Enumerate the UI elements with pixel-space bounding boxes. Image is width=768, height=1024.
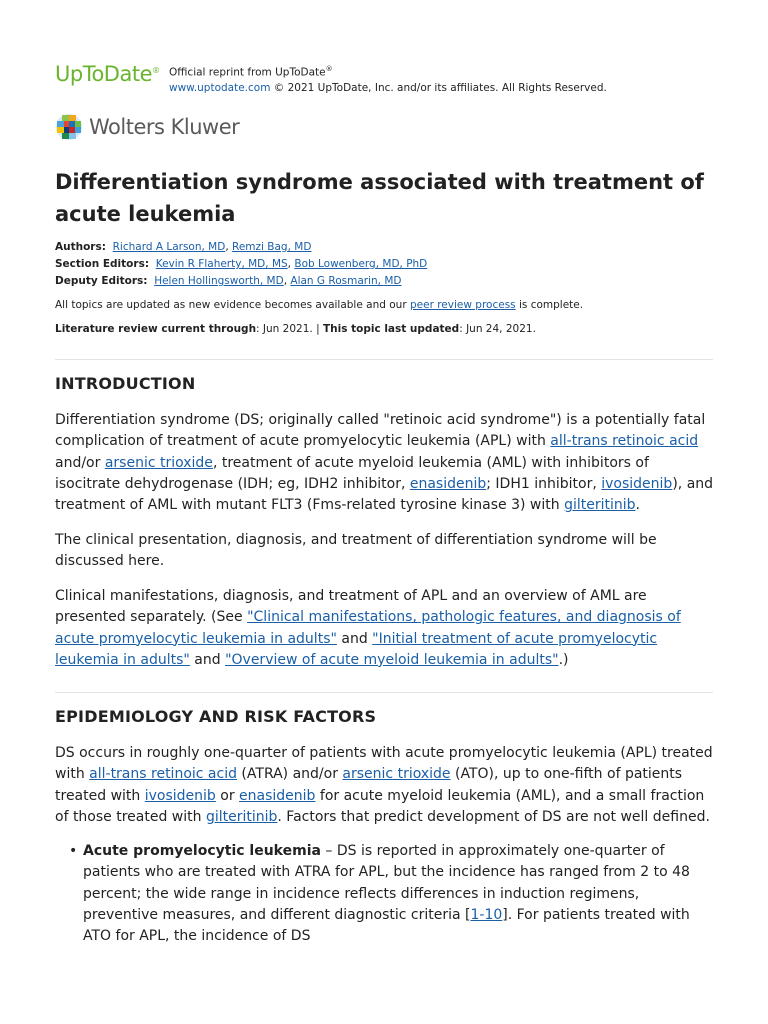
reprint-header [55,58,715,94]
divider [55,692,713,693]
review-dates [55,322,536,337]
wolters-kluwer-icon [55,113,83,141]
page-title: Differentiation syndrome associated with treatment of acute leukemia [55,170,704,226]
topic-link-apl-treatment[interactable]: "Initial treatment of acute promyelocytic leukemia in adults" [55,630,658,668]
copyright-text: © 2021 UpToDate, Inc. and/or its affiliates. All Rights Reserved. [270,81,607,94]
update-note [55,298,583,313]
topic-link-aml-overview[interactable]: "Overview of acute myeloid leukemia in adults" [225,651,559,668]
reference-link[interactable]: 1-10 [470,906,503,923]
drug-link-ivosidenib[interactable]: ivosidenib [144,787,216,804]
topic-link-apl-diagnosis[interactable]: "Clinical manifestations, pathologic features, and diagnosis of acute promyelocytic leukemia in adults" [55,609,681,647]
update-note-text-end: is complete. [515,299,584,311]
section-heading-epidemiology: EPIDEMIOLOGY AND RISK FACTORS [55,707,377,726]
deputy-editor-link[interactable]: Helen Hollingsworth, MD [154,275,284,287]
drug-link-gilteritinib[interactable]: gilteritinib [564,497,636,514]
peer-review-link[interactable]: peer review process [409,299,516,311]
bullet-dot: • [69,843,78,859]
section-editors-label: Section Editors: [55,258,150,270]
lit-review-value: : Jun 2021. | [256,323,323,335]
intro-paragraph-3: Clinical manifestations, diagnosis, and treatment of APL and an overview of AML are presented separately. (See "Clinical manifestations, pathologic features, and diagnosis of acute promyelocytic leukemia in adults" and "Initial treatment of acute promyelocytic leukemia in adults" and "Overview of acute myeloid leukemia in adults".) [55,588,681,668]
intro-paragraph-2: The clinical presentation, diagnosis, and treatment of differentiation syndrome will be discussed here. [55,532,657,570]
lit-review-label: Literature review current through [55,323,257,335]
deputy-editors-label: Deputy Editors: [55,275,148,287]
drug-link-atra[interactable]: all-trans retinoic acid [550,433,699,450]
drug-link-ivosidenib[interactable]: ivosidenib [601,475,673,492]
copyright-line [169,81,607,96]
wolters-kluwer-name: Wolters Kluwer [89,115,240,139]
update-note-text: All topics are updated as new evidence becomes available and our [55,299,410,311]
drug-link-enasidenib[interactable]: enasidenib [239,787,316,804]
drug-link-arsenic-trioxide[interactable]: arsenic trioxide [104,454,213,471]
reprint-notice [169,62,607,96]
last-updated-label: This topic last updated [322,323,460,335]
uptodate-site-link[interactable]: www.uptodate.com [169,81,271,94]
wolters-kluwer-logo [55,113,255,141]
drug-link-gilteritinib[interactable]: gilteritinib [205,808,278,825]
section-editor-link[interactable]: Bob Lowenberg, MD, PhD [294,258,428,270]
bullet-heading: Acute promyelocytic leukemia [83,843,321,859]
authors-line: Authors: Richard A Larson, MD, Remzi Bag, MD [55,241,312,253]
uptodate-logo-reg: ® [152,66,160,75]
reprint-line [169,62,607,81]
bullet-text: Acute promyelocytic leukemia – DS is reported in approximately one-quarter of patients who are treated with ATRA for APL, but the incidence has ranged from 2 to 48 percent; the wide range in incidence reflects differences in induction regimens, preventive measures, and different diagnostic criteria [1-10]. For patients treated with ATO for APL, the incidence of DS [83,843,690,945]
drug-link-arsenic-trioxide[interactable]: arsenic trioxide [342,766,451,783]
authors-label: Authors: [55,241,106,253]
section-editors-line: Section Editors: Kevin R Flaherty, MD, MS, Bob Lowenberg, MD, PhD [55,258,428,270]
reprint-reg: ® [325,65,333,73]
author-link[interactable]: Richard A Larson, MD [112,241,226,253]
uptodate-logo-text: UpToDate [55,62,153,86]
section-heading-introduction: INTRODUCTION [55,374,196,393]
uptodate-logo[interactable] [55,62,160,86]
drug-link-atra[interactable]: all-trans retinoic acid [89,766,237,783]
deputy-editor-link[interactable]: Alan G Rosmarin, MD [290,275,402,287]
reprint-text: Official reprint from UpToDate [169,66,326,79]
drug-link-enasidenib[interactable]: enasidenib [409,475,487,492]
epi-paragraph-1: DS occurs in roughly one-quarter of patients with acute promyelocytic leukemia (APL) treated with all-trans retinoic acid (ATRA) and/or arsenic trioxide (ATO), up to one-fifth of patients treated with ivosidenib or enasidenib for acute myeloid leukemia (AML), and a small fraction of those treated with gilteritinib. Factors that predict development of DS are not well defined. [55,745,713,825]
section-editor-link[interactable]: Kevin R Flaherty, MD, MS [155,258,288,270]
last-updated-value: : Jun 24, 2021. [459,323,536,335]
author-link[interactable]: Remzi Bag, MD [232,241,312,253]
divider [55,359,713,360]
intro-paragraph-1: Differentiation syndrome (DS; originally called "retinoic acid syndrome") is a potentially fatal complication of treatment of acute promyelocytic leukemia (APL) with all-trans retinoic acid and/or arsenic trioxide, treatment of acute myeloid leukemia (AML) with inhibitors of isocitrate dehydrogenase (IDH; eg, IDH2 inhibitor, enasidenib; IDH1 inhibitor, ivosidenib), and treatment of AML with mutant FLT3 (Fms-related tyrosine kinase 3) with gilteritinib. [55,412,714,514]
deputy-editors-line: Deputy Editors: Helen Hollingsworth, MD, Alan G Rosmarin, MD [55,275,402,287]
